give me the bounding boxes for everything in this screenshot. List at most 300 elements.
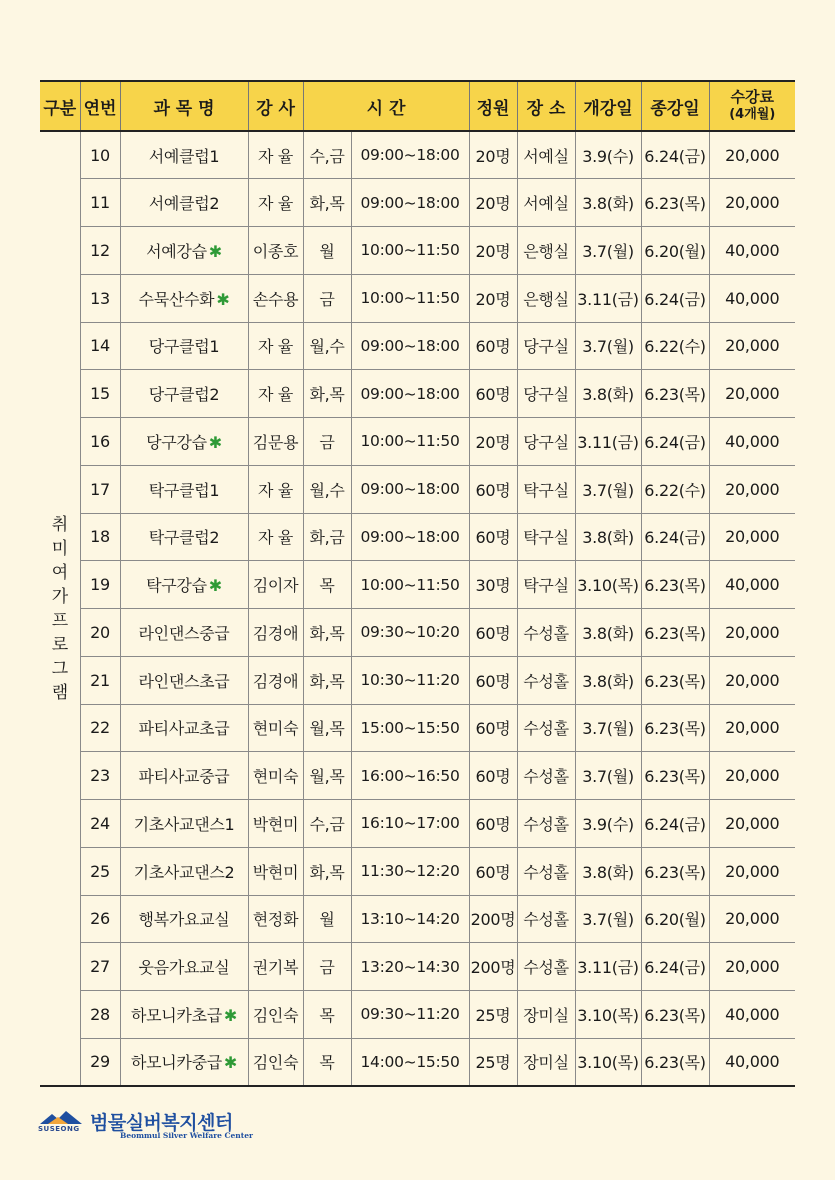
location-text: 장미실 (523, 1005, 569, 1025)
course-cell (120, 943, 248, 991)
start-date-cell (575, 656, 641, 704)
number-cell (80, 609, 120, 657)
end-date-cell (641, 274, 709, 322)
time-cell (351, 943, 469, 991)
header-end: 종강일 (641, 81, 709, 131)
capacity-cell (469, 609, 517, 657)
days-text: 화,목 (309, 862, 345, 882)
instructor-text: 권기복 (252, 958, 299, 978)
days-text: 금 (319, 289, 335, 309)
end-date-cell (641, 370, 709, 418)
course-cell (120, 704, 248, 752)
capacity-cell (469, 752, 517, 800)
time-text: 09:00~18:00 (360, 384, 460, 403)
course-text: 라인댄스초급 (138, 671, 230, 691)
start-date-cell (575, 847, 641, 895)
course-text: 웃음가요교실 (138, 958, 230, 978)
number-cell (80, 895, 120, 943)
end-date-text: 6.23(목) (644, 1053, 706, 1073)
instructor-cell (248, 227, 303, 275)
location-text: 수성홀 (523, 958, 569, 978)
instructor-text: 김인숙 (252, 1053, 299, 1073)
end-date-text: 6.23(목) (644, 671, 706, 691)
location-text: 탁구실 (523, 528, 569, 548)
course-text: 탁구클럽1 (148, 480, 220, 500)
course-cell (120, 609, 248, 657)
capacity-text: 25명 (475, 1005, 511, 1025)
table-row (40, 370, 795, 418)
start-date-text: 3.9(수) (582, 146, 634, 166)
fee-cell (709, 847, 795, 895)
location-cell (517, 131, 575, 179)
number-cell (80, 131, 120, 179)
instructor-cell (248, 561, 303, 609)
number-cell (80, 847, 120, 895)
fee-cell (709, 322, 795, 370)
days-text: 월,수 (309, 337, 345, 357)
table-row (40, 418, 795, 466)
time-cell (351, 752, 469, 800)
asterisk-icon: ✱ (208, 576, 222, 596)
end-date-text: 6.23(목) (644, 767, 706, 787)
time-cell (351, 370, 469, 418)
end-date-cell (641, 609, 709, 657)
days-cell (303, 609, 351, 657)
days-text: 화,금 (309, 528, 345, 548)
time-cell (351, 179, 469, 227)
course-cell (120, 370, 248, 418)
capacity-text: 20명 (475, 194, 511, 214)
days-cell (303, 465, 351, 513)
start-date-text: 3.7(월) (582, 719, 634, 739)
end-date-cell (641, 800, 709, 848)
end-date-cell (641, 561, 709, 609)
instructor-text: 현정화 (252, 910, 299, 930)
course-text: 탁구강습 (146, 576, 207, 596)
logo-title: 범물실버복지센터 (90, 1112, 233, 1134)
course-text: 기초사교댄스1 (133, 814, 235, 834)
number-cell (80, 800, 120, 848)
end-date-text: 6.23(목) (644, 719, 706, 739)
fee-cell (709, 609, 795, 657)
time-cell (351, 274, 469, 322)
course-text: 행복가요교실 (138, 910, 230, 930)
instructor-text: 자 율 (257, 528, 294, 548)
start-date-cell (575, 800, 641, 848)
table-row (40, 274, 795, 322)
location-cell (517, 752, 575, 800)
location-text: 서예실 (523, 194, 569, 214)
instructor-text: 박현미 (252, 862, 299, 882)
time-text: 14:00~15:50 (360, 1052, 460, 1071)
fee-text: 20,000 (725, 909, 780, 929)
fee-cell (709, 991, 795, 1039)
course-cell (120, 800, 248, 848)
header-capacity: 정원 (469, 81, 517, 131)
number-cell (80, 227, 120, 275)
fee-text: 20,000 (725, 384, 780, 404)
location-text: 당구실 (523, 337, 569, 357)
location-cell (517, 609, 575, 657)
location-text: 수성홀 (523, 862, 569, 882)
location-text: 은행실 (523, 289, 569, 309)
instructor-cell (248, 800, 303, 848)
location-cell (517, 704, 575, 752)
capacity-cell (469, 847, 517, 895)
days-text: 월,목 (309, 719, 345, 739)
end-date-cell (641, 704, 709, 752)
fee-cell (709, 895, 795, 943)
end-date-cell (641, 991, 709, 1039)
header-time: 시 간 (303, 81, 469, 131)
time-cell (351, 895, 469, 943)
instructor-cell (248, 991, 303, 1039)
fee-cell (709, 370, 795, 418)
time-text: 13:10~14:20 (360, 909, 460, 928)
course-text: 파티사교중급 (138, 767, 230, 787)
course-cell (120, 991, 248, 1039)
header-number: 연번 (80, 81, 120, 131)
capacity-text: 60명 (475, 767, 511, 787)
start-date-cell (575, 227, 641, 275)
days-cell (303, 752, 351, 800)
location-text: 장미실 (523, 1053, 569, 1073)
fee-text: 20,000 (725, 527, 780, 547)
course-cell (120, 322, 248, 370)
time-cell (351, 1038, 469, 1086)
instructor-cell (248, 752, 303, 800)
days-text: 화,목 (309, 671, 345, 691)
fee-cell (709, 943, 795, 991)
end-date-text: 6.23(목) (644, 385, 706, 405)
time-text: 10:30~11:20 (360, 671, 460, 690)
capacity-cell (469, 561, 517, 609)
start-date-cell (575, 609, 641, 657)
fee-text: 40,000 (725, 288, 780, 308)
capacity-cell (469, 704, 517, 752)
start-date-cell (575, 131, 641, 179)
fee-text: 20,000 (725, 145, 780, 165)
table-row (40, 131, 795, 179)
instructor-text: 자 율 (257, 337, 294, 357)
number-text: 11 (90, 193, 110, 213)
start-date-cell (575, 370, 641, 418)
table-row (40, 704, 795, 752)
capacity-text: 60명 (475, 623, 511, 643)
days-cell (303, 1038, 351, 1086)
capacity-text: 20명 (475, 241, 511, 261)
asterisk-icon: ✱ (208, 241, 222, 261)
end-date-cell (641, 418, 709, 466)
instructor-text: 자 율 (257, 194, 294, 214)
time-text: 16:00~16:50 (360, 766, 460, 785)
capacity-cell (469, 656, 517, 704)
capacity-text: 60명 (475, 719, 511, 739)
location-cell (517, 847, 575, 895)
capacity-cell (469, 800, 517, 848)
capacity-cell (469, 370, 517, 418)
start-date-cell (575, 274, 641, 322)
days-text: 화,목 (309, 194, 345, 214)
table-row (40, 752, 795, 800)
location-cell (517, 418, 575, 466)
start-date-cell (575, 179, 641, 227)
days-text: 월 (319, 241, 335, 261)
capacity-text: 20명 (475, 146, 511, 166)
time-text: 09:00~18:00 (360, 480, 460, 499)
course-cell (120, 179, 248, 227)
header-location: 장 소 (517, 81, 575, 131)
days-text: 수,금 (309, 814, 345, 834)
location-text: 당구실 (523, 385, 569, 405)
course-text: 서예강습 (146, 241, 207, 261)
days-cell (303, 991, 351, 1039)
capacity-text: 25명 (475, 1053, 511, 1073)
capacity-text: 20명 (475, 432, 511, 452)
fee-text: 20,000 (725, 670, 780, 690)
location-cell (517, 227, 575, 275)
instructor-text: 김인숙 (252, 1005, 299, 1025)
end-date-text: 6.20(월) (644, 910, 706, 930)
header-fee-label: 수강료 (730, 88, 774, 106)
location-text: 수성홀 (523, 814, 569, 834)
location-cell (517, 656, 575, 704)
header-start: 개강일 (575, 81, 641, 131)
instructor-cell (248, 656, 303, 704)
location-text: 수성홀 (523, 671, 569, 691)
days-text: 월,목 (309, 767, 345, 787)
asterisk-icon: ✱ (223, 1005, 238, 1025)
course-text: 탁구클럽2 (148, 528, 220, 548)
location-text: 수성홀 (523, 623, 569, 643)
header-instructor: 강 사 (248, 81, 303, 131)
location-cell (517, 179, 575, 227)
end-date-text: 6.23(목) (644, 576, 706, 596)
end-date-text: 6.24(금) (644, 146, 706, 166)
days-cell (303, 131, 351, 179)
end-date-text: 6.24(금) (644, 958, 706, 978)
fee-text: 20,000 (725, 622, 780, 642)
asterisk-icon: ✱ (223, 1053, 238, 1073)
asterisk-icon: ✱ (208, 432, 222, 452)
end-date-cell (641, 179, 709, 227)
capacity-cell (469, 179, 517, 227)
capacity-cell (469, 513, 517, 561)
course-text: 서예클럽2 (148, 194, 220, 214)
instructor-cell (248, 274, 303, 322)
fee-cell (709, 656, 795, 704)
table-row (40, 227, 795, 275)
number-text: 12 (90, 240, 110, 260)
instructor-text: 손수용 (252, 289, 299, 309)
course-text: 하모니카초급 (130, 1005, 222, 1025)
instructor-cell (248, 322, 303, 370)
end-date-text: 6.22(수) (644, 337, 706, 357)
capacity-text: 20명 (475, 289, 511, 309)
fee-text: 40,000 (725, 431, 780, 451)
time-cell (351, 847, 469, 895)
table-row (40, 895, 795, 943)
days-cell (303, 895, 351, 943)
number-text: 27 (90, 957, 110, 977)
days-cell (303, 656, 351, 704)
start-date-cell (575, 465, 641, 513)
end-date-cell (641, 131, 709, 179)
end-date-cell (641, 847, 709, 895)
location-cell (517, 274, 575, 322)
time-text: 13:20~14:30 (360, 957, 460, 976)
location-text: 수성홀 (523, 767, 569, 787)
days-cell (303, 370, 351, 418)
course-text: 라인댄스중급 (138, 623, 230, 643)
start-date-text: 3.11(금) (577, 958, 639, 978)
program-schedule-table (40, 80, 795, 1087)
table-row (40, 465, 795, 513)
table-row (40, 1038, 795, 1086)
time-cell (351, 465, 469, 513)
days-cell (303, 513, 351, 561)
location-cell (517, 800, 575, 848)
time-cell (351, 322, 469, 370)
start-date-cell (575, 895, 641, 943)
table-row (40, 943, 795, 991)
start-date-text: 3.7(월) (582, 480, 634, 500)
course-cell (120, 1038, 248, 1086)
fee-text: 40,000 (725, 1004, 780, 1024)
logo-subtitle: Beommul Silver Welfare Center (120, 1131, 253, 1140)
capacity-cell (469, 227, 517, 275)
location-cell (517, 370, 575, 418)
instructor-text: 박현미 (252, 814, 299, 834)
start-date-text: 3.11(금) (577, 432, 639, 452)
category-label: 취미여가 프로그램 (51, 514, 68, 703)
start-date-text: 3.8(화) (582, 623, 634, 643)
fee-text: 20,000 (725, 861, 780, 881)
time-cell (351, 561, 469, 609)
course-cell (120, 274, 248, 322)
number-text: 16 (90, 431, 110, 451)
end-date-cell (641, 943, 709, 991)
end-date-text: 6.23(목) (644, 194, 706, 214)
instructor-text: 김경애 (252, 623, 299, 643)
instructor-cell (248, 131, 303, 179)
number-cell (80, 465, 120, 513)
number-text: 10 (90, 145, 110, 165)
fee-cell (709, 227, 795, 275)
end-date-text: 6.23(목) (644, 1005, 706, 1025)
capacity-text: 200명 (470, 910, 516, 930)
fee-text: 20,000 (725, 813, 780, 833)
center-logo (38, 1108, 268, 1148)
schedule-body (40, 131, 795, 1086)
end-date-cell (641, 1038, 709, 1086)
location-cell (517, 943, 575, 991)
time-cell (351, 991, 469, 1039)
capacity-cell (469, 131, 517, 179)
header-course: 과 목 명 (120, 81, 248, 131)
number-text: 29 (90, 1052, 110, 1072)
capacity-cell (469, 418, 517, 466)
instructor-text: 김경애 (252, 671, 299, 691)
instructor-cell (248, 465, 303, 513)
start-date-cell (575, 752, 641, 800)
start-date-text: 3.8(화) (582, 528, 634, 548)
table-row (40, 322, 795, 370)
number-cell (80, 1038, 120, 1086)
start-date-text: 3.7(월) (582, 241, 634, 261)
course-cell (120, 656, 248, 704)
instructor-cell (248, 418, 303, 466)
days-text: 목 (319, 576, 335, 596)
instructor-cell (248, 609, 303, 657)
fee-cell (709, 131, 795, 179)
start-date-text: 3.10(목) (577, 1053, 639, 1073)
days-cell (303, 179, 351, 227)
fee-cell (709, 418, 795, 466)
time-text: 09:00~18:00 (360, 336, 460, 355)
time-cell (351, 418, 469, 466)
location-text: 수성홀 (523, 719, 569, 739)
instructor-text: 현미숙 (252, 767, 299, 787)
end-date-cell (641, 465, 709, 513)
location-cell (517, 465, 575, 513)
table-row (40, 991, 795, 1039)
days-cell (303, 418, 351, 466)
instructor-text: 이종호 (252, 241, 299, 261)
fee-cell (709, 752, 795, 800)
fee-cell (709, 800, 795, 848)
fee-text: 40,000 (725, 240, 780, 260)
days-cell (303, 561, 351, 609)
days-text: 화,목 (309, 385, 345, 405)
course-cell (120, 513, 248, 561)
days-cell (303, 847, 351, 895)
number-text: 19 (90, 575, 110, 595)
number-text: 21 (90, 670, 110, 690)
table-row (40, 609, 795, 657)
end-date-text: 6.22(수) (644, 480, 706, 500)
capacity-text: 60명 (475, 337, 511, 357)
time-text: 09:30~11:20 (360, 1005, 460, 1024)
instructor-cell (248, 704, 303, 752)
start-date-text: 3.11(금) (577, 289, 639, 309)
course-text: 수묵산수화 (138, 289, 215, 309)
number-text: 13 (90, 288, 110, 308)
fee-cell (709, 1038, 795, 1086)
days-cell (303, 227, 351, 275)
days-cell (303, 274, 351, 322)
days-text: 금 (319, 958, 335, 978)
capacity-text: 200명 (470, 958, 516, 978)
start-date-cell (575, 561, 641, 609)
number-text: 28 (90, 1004, 110, 1024)
instructor-cell (248, 513, 303, 561)
location-cell (517, 1038, 575, 1086)
end-date-text: 6.23(목) (644, 862, 706, 882)
time-cell (351, 513, 469, 561)
fee-text: 20,000 (725, 479, 780, 499)
capacity-cell (469, 274, 517, 322)
header-row (40, 81, 795, 131)
end-date-cell (641, 227, 709, 275)
time-text: 15:00~15:50 (360, 718, 460, 737)
time-cell (351, 800, 469, 848)
time-text: 10:00~11:50 (360, 575, 460, 594)
logo-brand: SUSEONG (38, 1125, 80, 1133)
time-text: 09:30~10:20 (360, 623, 460, 642)
number-cell (80, 561, 120, 609)
number-text: 24 (90, 813, 110, 833)
